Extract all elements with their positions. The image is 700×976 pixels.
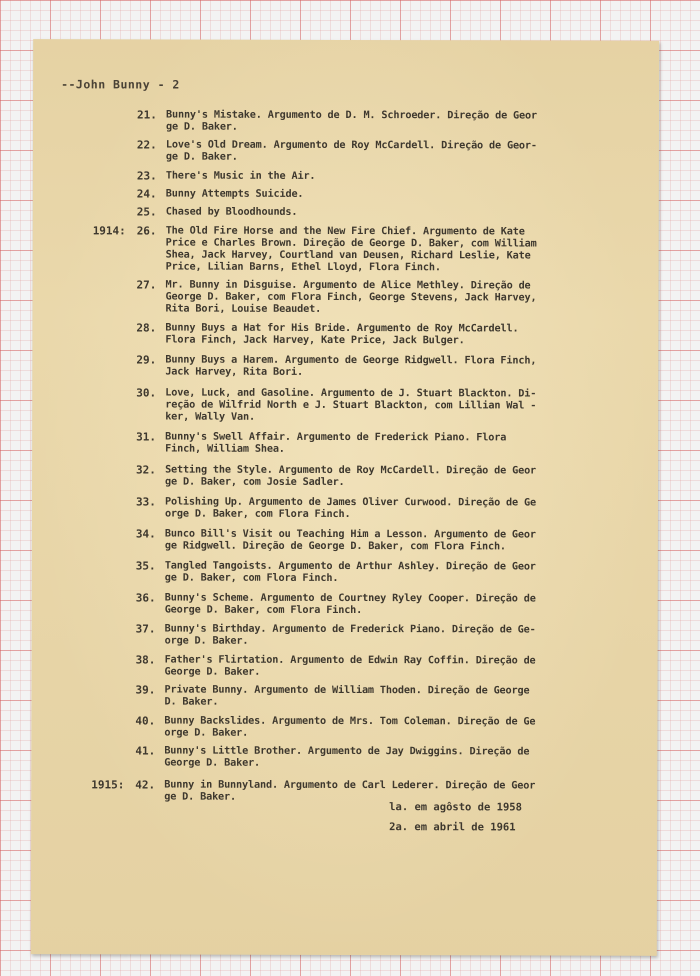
entry-line: D. Baker. [164, 696, 219, 708]
entry-text [166, 171, 628, 184]
entry-line: ge D. Baker. [164, 791, 237, 803]
entry-number: 42. [135, 778, 156, 792]
film-entry-34 [32, 527, 658, 553]
page-header: --John Bunny - 2 [61, 77, 180, 92]
entry-number: 41. [135, 744, 156, 758]
film-entry-24 [33, 187, 659, 201]
entry-line: ge D. Baker, com Josie Sadler. [165, 476, 345, 488]
entry-number: 28. [136, 321, 157, 335]
film-entry-40 [31, 714, 657, 739]
entry-text [165, 465, 627, 490]
entry-line: The Old Fire Horse and the New Fire Chief. Argumento de Kate [165, 225, 525, 238]
entry-text [164, 716, 626, 741]
filmography-list [33, 108, 659, 803]
edition-notes [389, 797, 522, 837]
entry-text [164, 746, 626, 771]
entry-line: Bunny in Bunnyland. Argumento de Carl Lederer. Direção de Geor [164, 779, 536, 792]
entry-line: orge D. Baker. [164, 727, 249, 739]
entry-line: ge Ridgwell. Direção de George D. Baker, com Flora Finch. [164, 540, 506, 553]
entry-line: Price, Lilian Barns, Ethel Lloyd, Flora Finch. [165, 261, 441, 274]
year-marker: 1914: [92, 224, 126, 238]
film-entry-26 [33, 224, 659, 274]
entry-text [165, 280, 627, 317]
entry-line: ge D. Baker. [165, 121, 238, 133]
entry-line: George D. Baker, com Flora Finch. [164, 604, 363, 617]
entry-line: Love, Luck, and Gasoline. Argumento de J. Stuart Blackton. Di- [165, 387, 537, 400]
entry-line: Setting the Style. Argumento de Roy McCardell. Direção de Geor [165, 464, 537, 477]
entry-number: 21. [136, 108, 157, 122]
entry-line: Price e Charles Brown. Direção de George D. Baker, com William [165, 237, 537, 250]
film-entry-23 [33, 169, 659, 183]
entry-line: Bunny Buys a Hat for His Bride. Argumento de Roy McCardell. [165, 322, 519, 335]
entry-line: Flora Finch, Jack Harvey, Kate Price, Jack Bulger. [165, 334, 465, 347]
entry-text [165, 655, 627, 680]
entry-number: 30. [136, 386, 157, 400]
entry-number: 39. [135, 683, 156, 697]
entry-line: Jack Harvey, Rita Bori. [165, 366, 303, 378]
entry-text [165, 593, 627, 618]
entry-text [166, 189, 628, 202]
entry-number: 38. [135, 653, 156, 667]
film-entry-41 [31, 744, 657, 769]
entry-text [166, 110, 628, 135]
entry-line: Polishing Up. Argumento de James Oliver Curwood. Direção de Ge [164, 496, 536, 509]
film-entry-36 [32, 591, 658, 617]
year-marker: 1915: [91, 778, 125, 792]
edition-note: la. em agôsto de 1958 [389, 801, 522, 814]
entry-number: 24. [136, 187, 157, 201]
entry-text [166, 226, 628, 275]
entry-number: 40. [135, 714, 156, 728]
entry-text [166, 140, 628, 165]
entry-line: Shea, Jack Harvey, Courtland van Deusen, Richard Leslie, Kate [165, 249, 531, 262]
entry-line: Bunny's Little Brother. Argumento de Jay Dwiggins. Direção de [164, 745, 530, 758]
film-entry-42 [31, 778, 657, 803]
entry-line: ge D. Baker, com Flora Finch. [164, 572, 339, 584]
entry-number: 25. [136, 205, 157, 219]
entry-number: 22. [136, 138, 157, 152]
entry-line: Bunny Buys a Harem. Argumento de George Ridgwell. Flora Finch, [165, 354, 537, 367]
entry-number: 23. [136, 169, 157, 183]
film-entry-22 [33, 138, 659, 163]
film-entry-29 [32, 353, 658, 378]
entry-line: Bunny's Mistake. Argumento de D. M. Schroeder. Direção de Geor [165, 109, 537, 122]
entry-number: 33. [135, 495, 156, 509]
typewritten-page [31, 39, 659, 956]
entry-line: orge D. Baker, com Flora Finch. [164, 508, 351, 521]
entry-number: 27. [136, 278, 157, 292]
entry-line: Chased by Bloodhounds. [165, 206, 298, 218]
film-entry-21 [33, 108, 659, 133]
entry-line: ker, Wally Van. [165, 411, 255, 423]
entry-text [165, 432, 627, 457]
entry-line: ge D. Baker. [165, 151, 238, 163]
entry-line: George D. Baker, com Flora Finch, George Stevens, Jack Harvey, [165, 291, 537, 304]
entry-line: Bunny's Scheme. Argumento de Courtney Ryley Cooper. Direção de [164, 592, 536, 605]
entry-line: George D. Baker. [164, 666, 261, 678]
film-entry-35 [32, 559, 658, 584]
entry-number: 35. [135, 559, 156, 573]
entry-line: Father's Flirtation. Argumento de Edwin Ray Coffin. Direção de [164, 654, 536, 667]
film-entry-30 [32, 386, 658, 423]
entry-line: Bunco Bill's Visit ou Teaching Him a Lesson. Argumento de Geor [164, 528, 536, 541]
entry-line: Bunny Backslides. Argumento de Mrs. Tom Coleman. Direção de Ge [164, 715, 536, 728]
entry-text [165, 624, 627, 649]
entry-line: Bunny's Swell Affair. Argumento de Frederick Piano. Flora [165, 431, 507, 444]
entry-line: Tangled Tangoists. Argumento de Arthur Ashley. Direção de Geor [164, 560, 536, 573]
entry-text [165, 529, 627, 554]
entry-number: 26. [136, 224, 157, 238]
entry-line: orge D. Baker. [164, 635, 249, 647]
film-entry-39 [32, 683, 658, 708]
entry-line: Rita Bori, Louise Beaudet. [165, 303, 322, 315]
film-entry-27 [33, 278, 659, 315]
entry-text [165, 561, 627, 586]
film-entry-33 [32, 495, 658, 521]
film-entry-28 [32, 321, 658, 347]
entry-text [165, 355, 627, 380]
entry-number: 36. [135, 591, 156, 605]
film-entry-37 [32, 622, 658, 647]
entry-line: Bunny Attempts Suicide. [165, 188, 304, 200]
entry-number: 37. [135, 622, 156, 636]
entry-text [165, 497, 627, 522]
entry-line: Love's Old Dream. Argumento de Roy McCardell. Direção de Geor- [165, 139, 537, 152]
entry-text [166, 207, 628, 220]
entry-number: 29. [136, 353, 157, 367]
entry-line: There's Music in the Air. [165, 170, 316, 182]
entry-number: 34. [135, 527, 156, 541]
film-entry-32 [32, 463, 658, 488]
edition-note: 2a. em abril de 1961 [389, 821, 516, 834]
entry-line: Mr. Bunny in Disguise. Argumento de Alice Methley. Direção de [165, 279, 531, 292]
entry-text [165, 388, 627, 425]
entry-line: reção de Wilfrid North e J. Stuart Blackton, com Lillian Wal - [165, 399, 537, 412]
entry-text [165, 323, 627, 348]
film-entry-25 [33, 205, 659, 219]
entry-line: Private Bunny. Argumento de William Thoden. Direção de George [164, 684, 530, 697]
film-entry-31 [32, 430, 658, 455]
entry-number: 31. [136, 430, 157, 444]
entry-text [164, 685, 626, 710]
entry-line: Bunny's Birthday. Argumento de Frederick Piano. Direção de Ge- [164, 623, 536, 636]
entry-line: George D. Baker. [164, 757, 261, 769]
entry-line: Finch, William Shea. [165, 443, 285, 455]
entry-number: 32. [136, 463, 156, 477]
film-entry-38 [32, 653, 658, 678]
